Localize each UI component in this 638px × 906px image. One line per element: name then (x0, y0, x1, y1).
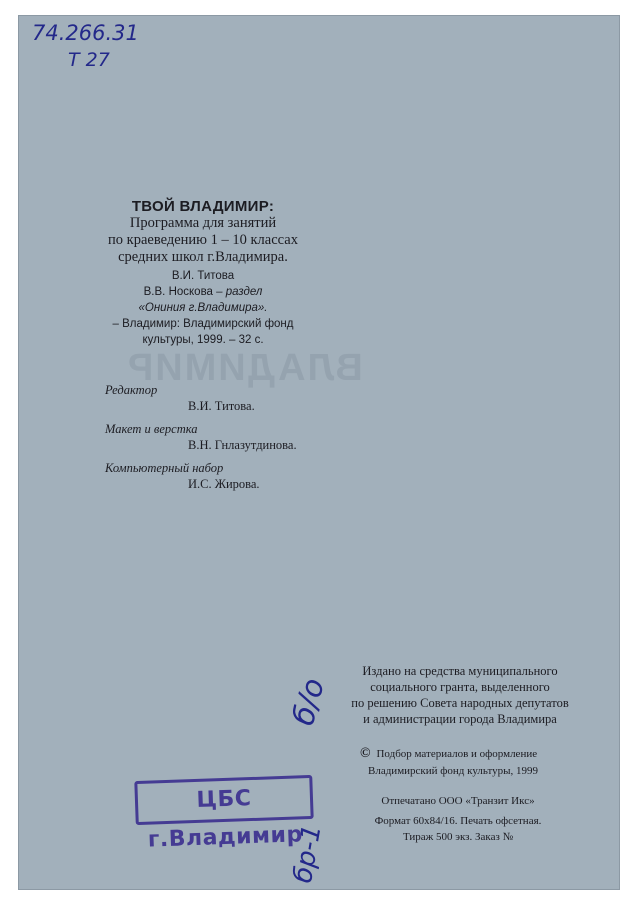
credit-role-typesetting: Компьютерный набор (105, 461, 224, 475)
printing-line-2: Формат 60x84/16. Печать офсетная. (374, 815, 542, 827)
show-through-text: ВЛАДИМИР (126, 347, 363, 389)
author-2-section: «Ониния г.Владимира». (138, 302, 268, 314)
copyright-symbol: © (360, 746, 371, 761)
subtitle-line: по краеведению 1 – 10 классах (108, 232, 298, 248)
printing-info (353, 793, 563, 845)
publication-note-line: социального гранта, выделенного (370, 680, 550, 694)
library-stamp: ЦБС г.Владимир (134, 775, 313, 825)
page-paper (18, 15, 620, 890)
copyright-block (360, 745, 538, 780)
printing-line-3: Тираж 500 экз. Заказ № (402, 831, 514, 843)
author-2 (68, 284, 338, 300)
subtitle-line: средних школ г.Владимира. (118, 249, 288, 265)
credit-name-typesetting: И.С. Жирова. (188, 477, 260, 491)
handwritten-mark-1: б/о (286, 674, 332, 730)
imprint-line-2: культуры, 1999. – 32 с. (142, 334, 264, 346)
author-2-name: В.В. Носкова (143, 286, 213, 298)
copyright-line-1: © Подбор материалов и оформление (360, 746, 538, 761)
shelf-mark-line1: 74.266.31 (32, 21, 139, 45)
imprint-line-1: – Владимир: Владимирский фонд (112, 318, 294, 330)
credit-name-editor: В.И. Титова. (188, 399, 255, 413)
author-2-note: – раздел (216, 286, 263, 298)
subtitle-line: Программа для занятий (129, 215, 277, 231)
publication-note (330, 663, 590, 727)
author-1: В.И. Титова (171, 270, 235, 282)
shelf-mark-line2: T 27 (68, 49, 110, 71)
printing-line-1: Отпечатано ООО «Транзит Икс» (381, 795, 535, 807)
title-block (68, 198, 338, 348)
credit-role-editor: Редактор (105, 383, 158, 397)
publication-note-line: и администрации города Владимира (363, 712, 557, 726)
credit-name-layout: В.Н. Гнлазутдинова. (188, 438, 297, 452)
book-title: ТВОЙ ВЛАДИМИР: (131, 198, 275, 215)
copyright-line-2: Владимирский фонд культуры, 1999 (368, 765, 538, 777)
publication-note-line: Издано на средства муниципального (362, 664, 558, 678)
credit-role-layout: Макет и верстка (105, 422, 198, 436)
handwritten-mark-2: бр-1 (288, 822, 328, 886)
publication-note-line: по решению Совета народных депутатов (351, 696, 569, 710)
